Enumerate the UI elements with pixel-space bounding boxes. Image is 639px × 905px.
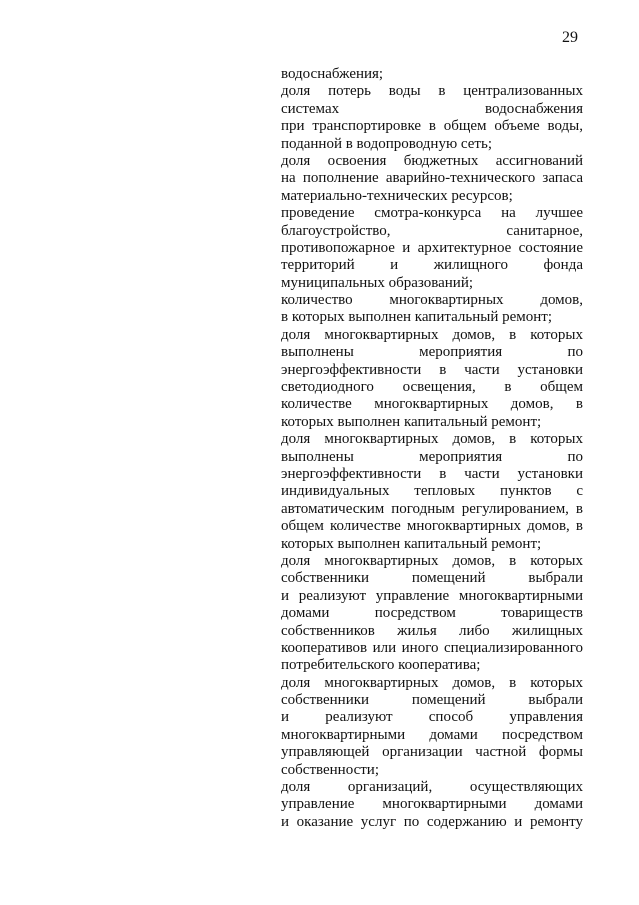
text-line: управление многоквартирными домами (281, 796, 583, 813)
page-number: 29 (562, 29, 578, 46)
text-line: автоматическим погодным регулированием, в (281, 500, 583, 517)
text-line: многоквартирными домами посредством (281, 726, 583, 743)
text-line: системах водоснабжения (281, 100, 583, 117)
text-line: доля освоения бюджетных ассигнований (281, 152, 583, 169)
text-line: количество многоквартирных домов, (281, 292, 583, 309)
text-line: которых выполнен капитальный ремонт; (281, 535, 542, 552)
text-line: проведение смотра-конкурса на лучшее (281, 205, 583, 222)
text-line: поданной в водопроводную сеть; (281, 135, 492, 152)
text-line: собственников жилья либо жилищных (281, 622, 583, 639)
text-line: территорий и жилищного фонда (281, 257, 583, 274)
text-line: благоустройство, санитарное, (281, 222, 583, 239)
text-line: и реализуют способ управления (281, 709, 583, 726)
text-line: энергоэффективности в части установки (281, 465, 583, 482)
text-line: управляющей организации частной формы (281, 744, 583, 761)
text-line: доля многоквартирных домов, в которых (281, 552, 583, 569)
text-line: собственники помещений выбрали (281, 692, 583, 709)
text-line: кооперативов или иного специализированного (281, 639, 583, 656)
text-line: которых выполнен капитальный ремонт; (281, 413, 542, 430)
text-line: доля организаций, осуществляющих (281, 779, 583, 796)
text-line: выполнены мероприятия по (281, 344, 583, 361)
text-line: доля многоквартирных домов, в которых (281, 674, 583, 691)
text-line: при транспортировке в общем объеме воды, (281, 118, 583, 135)
text-line: на пополнение аварийно-технического запаса (281, 170, 583, 187)
text-line: общем количестве многоквартирных домов, в (281, 518, 583, 535)
text-line: домами посредством товариществ (281, 605, 583, 622)
text-line: в которых выполнен капитальный ремонт; (281, 309, 552, 326)
text-line: противопожарное и архитектурное состояние (281, 239, 583, 256)
document-body (281, 66, 583, 831)
text-line: доля потерь воды в централизованных (281, 83, 583, 100)
text-line: выполнены мероприятия по (281, 448, 583, 465)
text-line: материально-технических ресурсов; (281, 187, 513, 204)
text-line: и оказание услуг по содержанию и ремонту (281, 813, 583, 830)
text-line: энергоэффективности в части установки (281, 361, 583, 378)
text-line: муниципальных образований; (281, 274, 474, 291)
text-line: светодиодного освещения, в общем (281, 379, 583, 396)
text-line: потребительского кооператива; (281, 657, 481, 674)
text-line: собственности; (281, 761, 379, 778)
text-line: доля многоквартирных домов, в которых (281, 431, 583, 448)
text-line: и реализуют управление многоквартирными (281, 587, 583, 604)
text-line: доля многоквартирных домов, в которых (281, 326, 583, 343)
text-line: количестве многоквартирных домов, в (281, 396, 583, 413)
text-line: собственники помещений выбрали (281, 570, 583, 587)
text-line: индивидуальных тепловых пунктов с (281, 483, 583, 500)
text-line: водоснабжения; (281, 66, 384, 82)
